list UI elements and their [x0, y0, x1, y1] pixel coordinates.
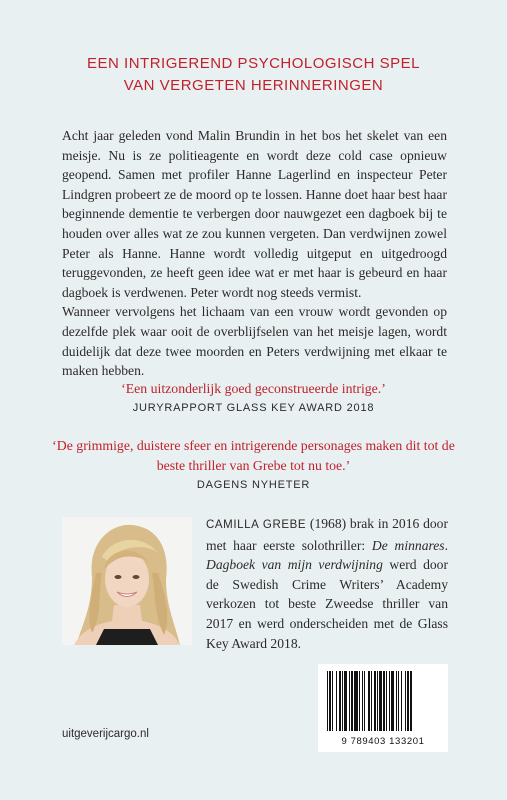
- headline: [40, 53, 467, 97]
- author-name: CAMILLA GREBE: [206, 519, 307, 531]
- bio-book-title-1: De minnares: [371, 537, 445, 553]
- bio-text-3: werd door de Swedish Crime Writers’ Academy verkozen tot beste Zweedse thriller van 2017 en werd onderscheiden met de Glass Key Award 2018.: [206, 557, 449, 651]
- review-quote-1: [40, 379, 467, 414]
- quote-text: ‘Een uitzonderlijk goed geconstrueerde intrige.’: [121, 381, 386, 396]
- blurb-paragraph-2: Wanneer vervolgens het lichaam van een vrouw wordt gevonden op dezelfde plek waar ooit de overblijfselen van het meisje lagen, wordt duidelijk dat deze twee moorden en Peters verdwijning met elkaar te maken hebben.: [62, 304, 447, 379]
- quote-source: DAGENS NYHETER: [196, 479, 311, 491]
- headline-line-1: EEN INTRIGEREND PSYCHOLOGISCH SPEL: [87, 55, 420, 72]
- publisher-website: uitgeverijcargo.nl: [62, 728, 149, 740]
- bio-text-1: (1968) brak in 2016 door met haar eerste solothriller:: [206, 516, 448, 553]
- blurb: [62, 126, 447, 381]
- isbn-barcode: [318, 664, 448, 752]
- review-quote-2: [40, 436, 467, 491]
- blurb-paragraph-1: Acht jaar geleden vond Malin Brundin in het bos het skelet van een meisje. Nu is ze politieagente en wordt deze cold case opnieuw geopend. Samen met profiler Hanne Lagerlind en inspecteur Peter Lindgren probeert ze de moord op te lossen. Hanne doet haar best haar beginnende dementie te verbergen door nauwgezet een dagboek bij te houden over alles wat ze zou kunnen vergeten. Dan verdwijnen zowel Peter als Hanne. Hanne wordt volledig uitgeput en uitgedroogd teruggevonden, ze heeft geen idee wat er met haar is gebeurd en haar dagboek is verdwenen. Peter wordt nog steeds vermist.: [62, 128, 447, 300]
- isbn-number: 9 789403 133201: [341, 736, 425, 747]
- quote-text: ‘De grimmige, duistere sfeer en intrigerende personages maken dit tot de beste thriller van Grebe tot nu toe.’: [52, 438, 455, 473]
- bio-book-title-2: Dagboek van mijn verdwijning: [206, 557, 383, 573]
- author-photo: [62, 517, 192, 645]
- quote-source: JURYRAPPORT GLASS KEY AWARD 2018: [132, 402, 375, 414]
- bio-text-2: .: [444, 537, 449, 553]
- headline-line-2: VAN VERGETEN HERINNERINGEN: [123, 77, 384, 94]
- author-bio: [206, 514, 448, 653]
- barcode-bars: [325, 671, 441, 733]
